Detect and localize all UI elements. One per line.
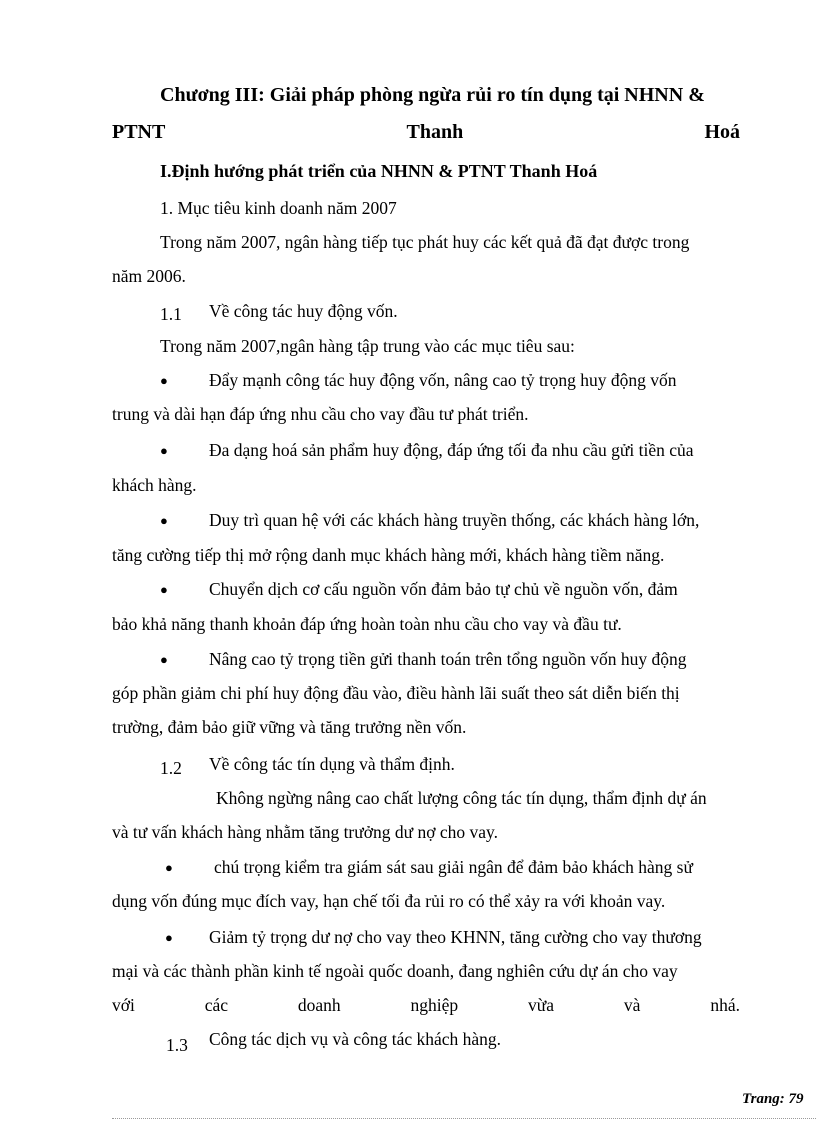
subsection-1-heading: 1. Mục tiêu kinh doanh năm 2007 <box>160 198 397 218</box>
section-title: Về công tác huy động vốn. <box>209 301 398 321</box>
bullet-text-line: Đẩy mạnh công tác huy động vốn, nâng cao tỷ trọng huy động vốn <box>209 370 677 390</box>
justified-word: nhá. <box>710 995 740 1015</box>
bullet-text-line: chú trọng kiểm tra giám sát sau giải ngân để đảm bảo khách hàng sử <box>214 857 693 877</box>
chapter-title-word: Thanh <box>406 121 464 143</box>
page-number-footer: Trang: 79 <box>742 1091 804 1107</box>
objectives-intro: Trong năm 2007,ngân hàng tập trung vào các mục tiêu sau: <box>160 336 575 356</box>
intro-line2: năm 2006. <box>112 266 186 286</box>
bullet-icon: ● <box>160 513 168 528</box>
section-heading-i: I.Định hướng phát triển của NHNN & PTNT Thanh Hoá <box>160 161 598 181</box>
chapter-title-word: PTNT <box>112 121 166 143</box>
section-title: Công tác dịch vụ và công tác khách hàng. <box>209 1029 502 1049</box>
bullet-icon: ● <box>160 582 168 597</box>
intro-line1: Trong năm 2007, ngân hàng tiếp tục phát huy các kết quả đã đạt được trong <box>160 232 690 252</box>
chapter-title-line2 <box>112 121 740 144</box>
bullet-text-line: trường, đảm bảo giữ vững và tăng trưởng nền vốn. <box>112 717 467 737</box>
bullet-icon: ● <box>165 930 173 945</box>
bullet-text-line: mại và các thành phần kinh tế ngoài quốc doanh, đang nghiên cứu dự án cho vay <box>112 961 678 981</box>
bullet-text-line: khách hàng. <box>112 475 197 495</box>
bullet-text-line: trung và dài hạn đáp ứng nhu cầu cho vay đầu tư phát triển. <box>112 404 529 424</box>
justified-word: vừa <box>528 995 555 1015</box>
justified-word: các <box>204 995 229 1015</box>
bullet-text-line: bảo khả năng thanh khoản đáp ứng hoàn toàn nhu cầu cho vay và đầu tư. <box>112 614 622 634</box>
chapter-title-word: Hoá <box>704 121 740 143</box>
bullet-text-line: Giảm tỷ trọng dư nợ cho vay theo KHNN, tăng cường cho vay thương <box>209 927 702 947</box>
bullet-text-line <box>112 995 740 1016</box>
justified-word: nghiệp <box>410 995 459 1015</box>
section-title: Về công tác tín dụng và thẩm định. <box>209 754 455 774</box>
footer-divider <box>112 1118 816 1119</box>
paragraph-line: Không ngừng nâng cao chất lượng công tác tín dụng, thẩm định dự án <box>216 788 707 808</box>
section-number: 1.1 <box>160 304 182 324</box>
bullet-icon: ● <box>165 860 173 875</box>
section-number: 1.3 <box>166 1035 188 1055</box>
justified-word: và <box>623 995 641 1015</box>
bullet-text-line: góp phần giảm chi phí huy động đầu vào, điều hành lãi suất theo sát diễn biến thị <box>112 683 680 703</box>
bullet-text-line: Chuyển dịch cơ cấu nguồn vốn đảm bảo tự chủ về nguồn vốn, đảm <box>209 579 678 599</box>
bullet-icon: ● <box>160 652 168 667</box>
bullet-icon: ● <box>160 373 168 388</box>
justified-word: với <box>112 995 135 1015</box>
chapter-title-line1: Chương III: Giải pháp phòng ngừa rủi ro tín dụng tại NHNN & <box>160 84 705 106</box>
justified-word: doanh <box>297 995 341 1015</box>
bullet-text-line: dụng vốn đúng mục đích vay, hạn chế tối đa rủi ro có thể xảy ra với khoản vay. <box>112 891 666 911</box>
bullet-text-line: Đa dạng hoá sản phẩm huy động, đáp ứng tối đa nhu cầu gửi tiền của <box>209 440 694 460</box>
paragraph-line: và tư vấn khách hàng nhằm tăng trưởng dư nợ cho vay. <box>112 822 499 842</box>
bullet-icon: ● <box>160 443 168 458</box>
bullet-text-line: tăng cường tiếp thị mở rộng danh mục khách hàng mới, khách hàng tiềm năng. <box>112 545 665 565</box>
bullet-text-line: Nâng cao tỷ trọng tiền gửi thanh toán trên tổng nguồn vốn huy động <box>209 649 687 669</box>
section-number: 1.2 <box>160 758 182 778</box>
bullet-text-line: Duy trì quan hệ với các khách hàng truyền thống, các khách hàng lớn, <box>209 510 700 530</box>
